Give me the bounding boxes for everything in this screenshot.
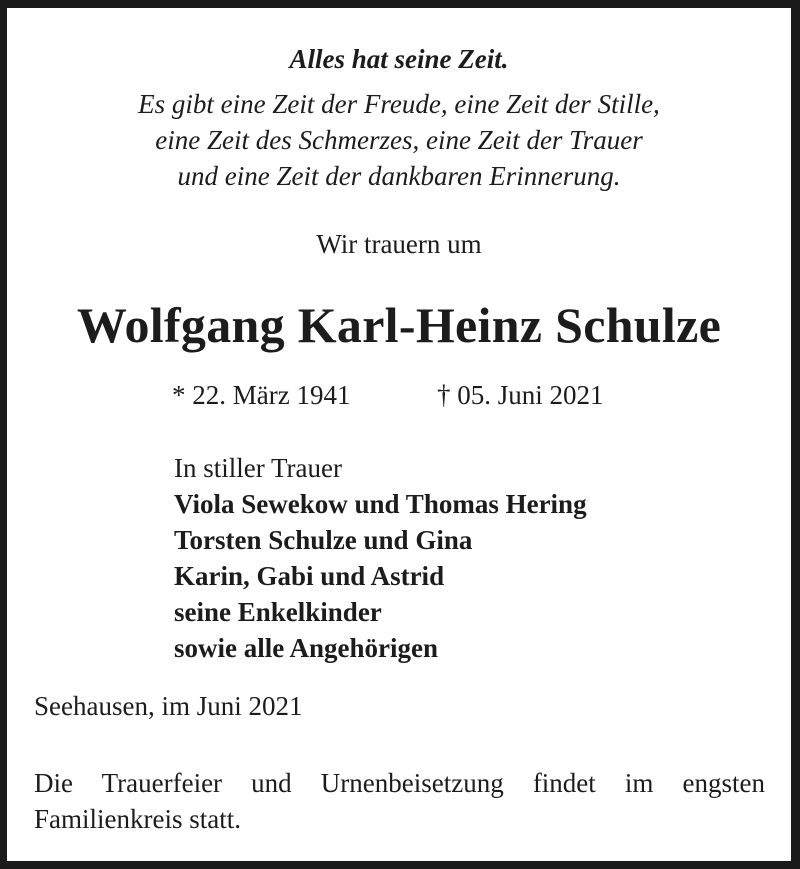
birth-date: * 22. März 1941	[172, 380, 351, 410]
intro-text: Wir trauern um	[316, 229, 482, 259]
mourner-name: Viola Sewekow und Thomas Hering	[174, 489, 587, 519]
motto-line: eine Zeit des Schmerzes, eine Zeit der Trauer	[155, 125, 643, 155]
mourner-name: Karin, Gabi und Astrid	[174, 561, 445, 591]
mourner-name: sowie alle Angehörigen	[174, 633, 438, 663]
funeral-notice-line: Die Trauerfeier und Urnenbeisetzung findet im engsten	[34, 768, 765, 798]
motto-text	[7, 86, 791, 194]
mourners-lead: In stiller Trauer	[174, 453, 342, 483]
mourner-name: seine Enkelkinder	[174, 597, 382, 627]
funeral-notice	[34, 765, 765, 837]
life-dates	[172, 380, 604, 411]
motto-line: Es gibt eine Zeit der Freude, eine Zeit der Stille,	[138, 89, 660, 119]
funeral-notice-line: Familienkreis statt.	[34, 804, 241, 834]
mourner-name: Torsten Schulze und Gina	[174, 525, 473, 555]
motto-line: und eine Zeit der dankbaren Erinnerung.	[177, 161, 621, 191]
deceased-name: Wolfgang Karl-Heinz Schulze	[76, 297, 722, 353]
mourners-block	[174, 450, 587, 666]
motto-title: Alles hat seine Zeit.	[289, 44, 509, 74]
place-date: Seehausen, im Juni 2021	[34, 691, 303, 721]
death-date: † 05. Juni 2021	[437, 380, 604, 410]
